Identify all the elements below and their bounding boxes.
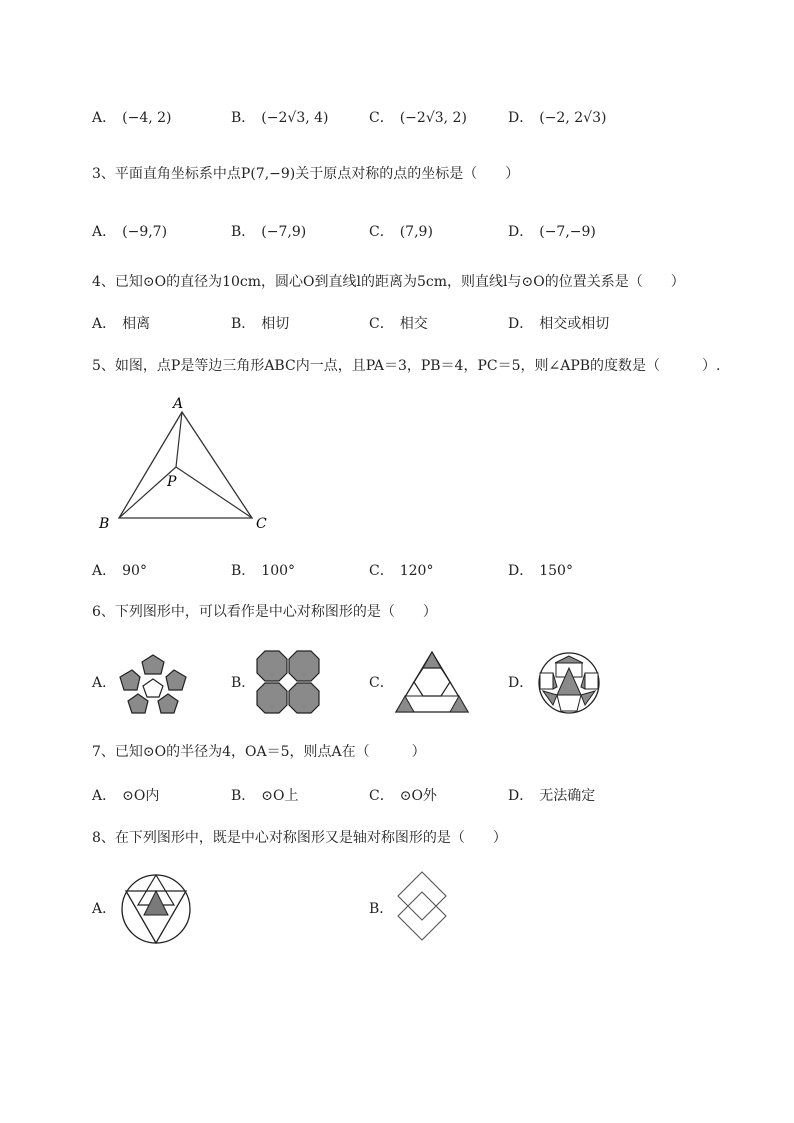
q5-option-a: A． 90° (92, 563, 147, 579)
q6-figure-b-octagons (256, 650, 320, 714)
q8-figure-a-circle-triangles (120, 873, 192, 945)
q3-option-d: D． (−7,−9) (508, 224, 596, 240)
vertex-label-b: B (99, 516, 110, 532)
q7-option-c: C． ⊙O外 (369, 788, 437, 804)
q7-stem: 7、已知⊙O的半径为4，OA＝5，则点A在（ ） (92, 744, 426, 760)
q6-stem: 6、下列图形中，可以看作是中心对称图形的是（ ） (92, 604, 437, 620)
q6-label-a: A． (92, 675, 117, 691)
q7-option-d: D． 无法确定 (508, 788, 596, 804)
q7-option-a: A． ⊙O内 (92, 788, 160, 804)
q4-stem: 4、已知⊙O的直径为10cm，圆心O到直线l的距离为5cm，则直线l与⊙O的位置关系是（ ） (92, 274, 685, 290)
q5-triangle-figure (96, 394, 276, 536)
q8-stem: 8、在下列图形中，既是中心对称图形又是轴对称图形的是（ ） (92, 830, 507, 846)
q6-label-b: B． (231, 675, 256, 691)
q2-option-b: B． (−2√3, 4) (231, 110, 329, 126)
q6-figure-a-pentagons (116, 651, 190, 715)
q5-option-d: D． 150° (508, 563, 573, 579)
q4-option-d: D． 相交或相切 (508, 316, 610, 332)
vertex-label-c: C (256, 516, 267, 532)
q6-figure-c-triangle (394, 650, 470, 714)
q6-label-c: C． (369, 675, 394, 691)
q8-figure-b-diamonds (394, 870, 450, 944)
q7-option-b: B． ⊙O上 (231, 788, 299, 804)
q3-option-c: C． (7,9) (369, 224, 433, 240)
q4-option-b: B． 相切 (231, 316, 290, 332)
q5-option-c: C． 120° (369, 563, 434, 579)
q6-label-d: D． (508, 675, 534, 691)
q3-stem: 3、平面直角坐标系中点P(7,−9)关于原点对称的点的坐标是（ ） (92, 166, 520, 182)
q2-option-d: D． (−2, 2√3) (508, 110, 607, 126)
q2-option-c: C． (−2√3, 2) (369, 110, 467, 126)
q8-label-a: A． (92, 901, 117, 917)
q4-option-a: A． 相离 (92, 316, 151, 332)
q4-option-c: C． 相交 (369, 316, 428, 332)
q8-label-b: B． (369, 901, 394, 917)
q6-figure-d-circle (533, 651, 605, 715)
point-label-p: P (167, 474, 177, 490)
q5-stem: 5、如图，点P是等边三角形ABC内一点，且PA＝3，PB＝4，PC＝5，则∠APB的度数是（ ）. (92, 358, 721, 374)
q2-option-a: A． (−4, 2) (92, 110, 172, 126)
vertex-label-a: A (173, 396, 184, 412)
q5-option-b: B． 100° (231, 563, 296, 579)
q3-option-b: B． (−7,9) (231, 224, 307, 240)
q3-option-a: A． (−9,7) (92, 224, 168, 240)
